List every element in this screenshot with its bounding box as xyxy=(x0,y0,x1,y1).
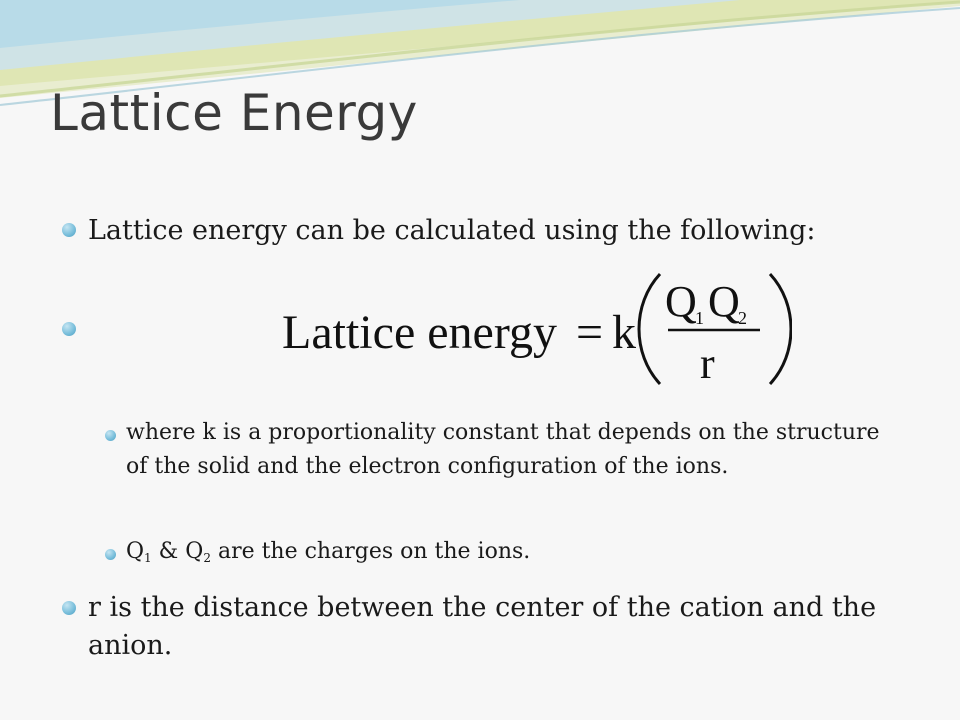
bullet-icon xyxy=(62,322,76,336)
sub-bullet-icon xyxy=(105,549,116,560)
bullet-text-3: r is the distance between the center of the cation and the anion. xyxy=(88,592,877,661)
charge-q1-subscript: 1 xyxy=(144,551,152,565)
numerator-q2: Q xyxy=(708,277,740,326)
left-parenthesis xyxy=(639,274,660,384)
formula-equals: = xyxy=(576,306,604,359)
sub-bullet-icon xyxy=(105,430,116,441)
numerator-q1-subscript: 1 xyxy=(695,308,704,328)
bullet-text-1: Lattice energy can be calculated using the following: xyxy=(88,215,816,246)
lattice-energy-formula xyxy=(282,268,792,390)
charges-description: are the charges on the ions. xyxy=(210,539,531,564)
right-parenthesis xyxy=(770,274,791,384)
ampersand: & xyxy=(151,539,186,564)
bullet-icon xyxy=(62,601,76,615)
numerator-q2-subscript: 2 xyxy=(738,308,747,328)
slide-title: Lattice Energy xyxy=(50,84,418,142)
bullet-icon xyxy=(62,223,76,237)
denominator-r: r xyxy=(700,339,715,388)
numerator-q1: Q xyxy=(665,277,697,326)
sub-bullet-text-2 xyxy=(126,535,896,575)
charge-q2-subscript: 2 xyxy=(203,551,211,565)
charge-q2: Q xyxy=(185,539,204,564)
formula-lhs: Lattice energy xyxy=(282,306,557,359)
formula-k: k xyxy=(612,306,636,359)
charge-q1: Q xyxy=(126,539,145,564)
sub-bullet-text-1: where k is a proportionality constant that depends on the structure of the solid and the electron configuration of the ions. xyxy=(126,420,880,479)
